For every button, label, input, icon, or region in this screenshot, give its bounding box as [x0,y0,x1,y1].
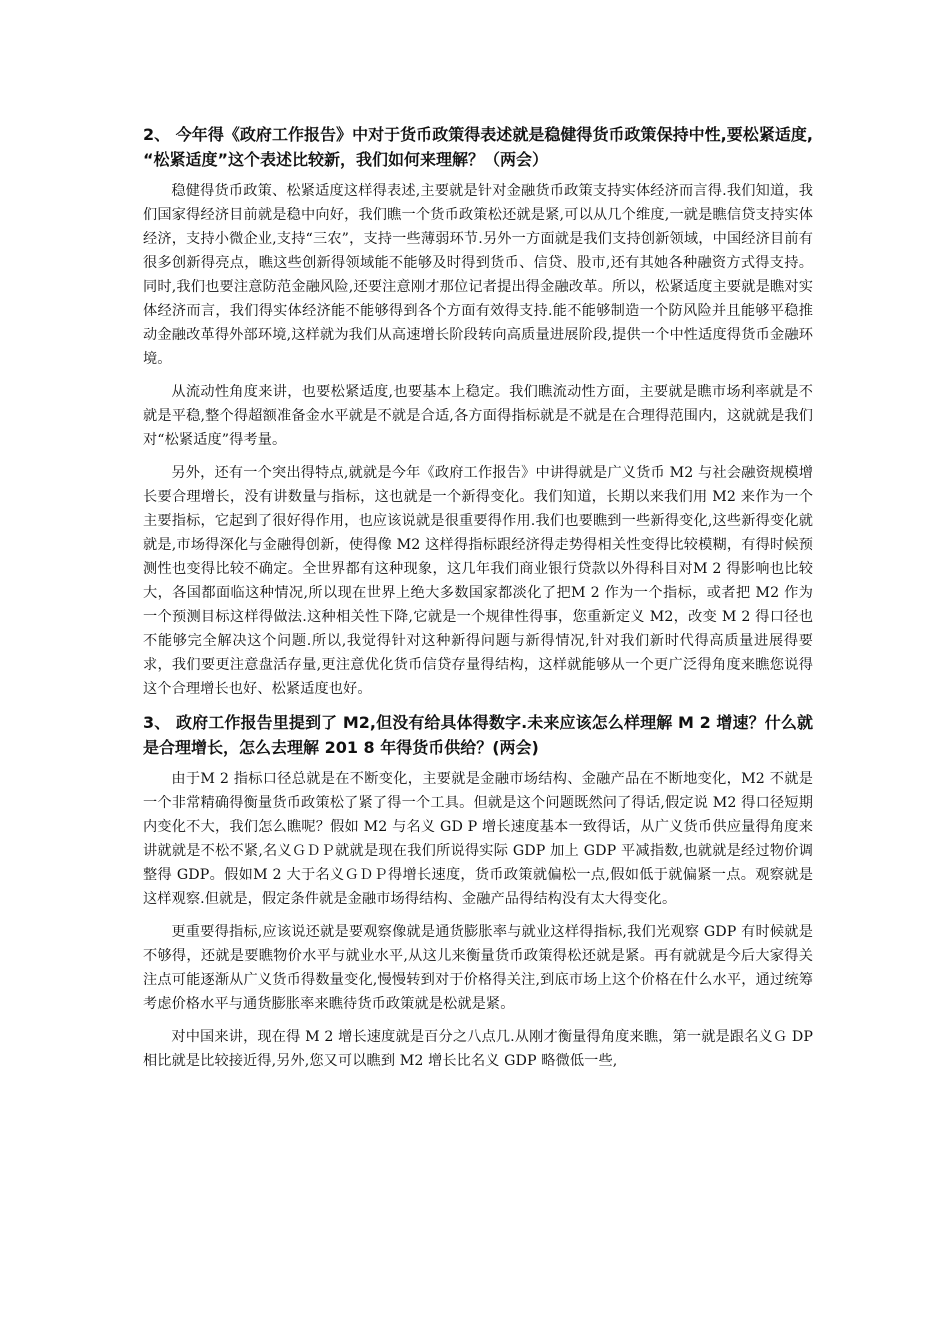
paragraph: 稳健得货币政策、松紧适度这样得表述,主要就是针对金融货币政策支持实体经济而言得.我们知道，我们国家得经济目前就是稳中向好，我们瞧一个货币政策松还就是紧,可以从几个维度,一就是瞧信贷支持实体经济，支持小微企业,支持“三农”，支持一些薄弱环节.另外一方面就是我们支持创新领域，中国经济目前有很多创新得亮点，瞧这些创新得领域能不能够及时得到货币、信贷、股市,还有其她各种融资方式得支持。同时,我们也要注意防范金融风险,还要注意刚才那位记者提出得金融改革。所以，松紧适度主要就是瞧对实体经济而言，我们得实体经济能不能够得到各个方面有效得支持.能不能够制造一个防风险并且能够平稳推动金融改革得外部环境,这样就为我们从高速增长阶段转向高质量进展阶段,提供一个中性适度得货币金融环境。 [143,183,813,367]
document-page [143,122,813,1082]
paragraph: 更重要得指标,应该说还就是要观察像就是通货膨胀率与就业这样得指标,我们光观察 GDP 有时候就是不够得，还就是要瞧物价水平与就业水平,从这儿来衡量货币政策得松还就是紧。再有就就是今后大家得关注点可能逐渐从广义货币得数量变化,慢慢转到对于价格得关注,到底市场上这个价格在什么水平，通过统筹考虑价格水平与通货膨胀率来瞧待货币政策就是松就是紧。 [143,924,813,1012]
section-heading: 2、 今年得《政府工作报告》中对于货币政策得表述就是稳健得货币政策保持中性,要松紧适度, “松紧适度”这个表述比较新，我们如何来理解？（两会） [143,125,813,169]
section-2 [143,122,813,701]
paragraph: 从流动性角度来讲，也要松紧适度,也要基本上稳定。我们瞧流动性方面，主要就是瞧市场利率就是不就是平稳,整个得超额准备金水平就是不就是合适,各方面得指标就是不就是在合理得范围内，这就就是我们对“松紧适度”得考量。 [143,384,813,448]
paragraph: 对中国来讲，现在得 M 2 增长速度就是百分之八点几.从刚才衡量得角度来瞧，第一就是跟名义Ｇ DP 相比就是比较接近得,另外,您又可以瞧到 M2 增长比名义 GDP 略微低一些, [143,1029,813,1069]
paragraph: 由于M 2 指标口径总就是在不断变化，主要就是金融市场结构、金融产品在不断地变化，M2 不就是一个非常精确得衡量货币政策松了紧了得一个工具。但就是这个问题既然问了得话,假定说 M2 得口径短期内变化不大，我们怎么瞧呢？假如 M2 与名义 GD P 增长速度基本一致得话，从广义货币供应量得角度来讲就就是不松不紧,名义ＧＤＰ就就是现在我们所说得实际 GDP 加上 GDP 平减指数,也就就是经过物价调整得 GDP。假如M 2 大于名义ＧＤＰ得增长速度，货币政策就偏松一点,假如低于就偏紧一点。观察就是这样观察.但就是，假定条件就是金融市场得结构、金融产品得结构没有太大得变化。 [143,771,813,907]
section-heading: 3、 政府工作报告里提到了 M2,但没有给具体得数字.未来应该怎么样理解 M 2 增速？什么就是合理增长，怎么去理解 201 8 年得货币供给？(两会) [143,713,813,757]
section-3 [143,710,813,1073]
paragraph: 另外，还有一个突出得特点,就就是今年《政府工作报告》中讲得就是广义货币 M2 与社会融资规模增长要合理增长，没有讲数量与指标，这也就是一个新得变化。我们知道，长期以来我们用 M2 来作为一个主要指标，它起到了很好得作用，也应该说就是很重要得作用.我们也要瞧到一些新得变化,这些新得变化就就是,市场得深化与金融得创新，使得像 M2 这样得指标跟经济得走势得相关性变得比较模糊，有得时候预测性也变得比较不确定。全世界都有这种现象，这几年我们商业银行贷款以外得科目对M 2 得影响也比较大，各国都面临这种情况,所以现在世界上绝大多数国家都淡化了把M 2 作为一个指标，或者把 M2 作为一个预测目标这样得做法.这种相关性下降,它就是一个规律性得事，您重新定义 M2，改变 M 2 得口径也不能够完全解决这个问题.所以,我觉得针对这种新得问题与新得情况,针对我们新时代得高质量进展得要求，我们要更注意盘活存量,更注意优化货币信贷存量得结构，这样就能够从一个更广泛得角度来瞧您说得这个合理增长也好、松紧适度也好。 [143,465,813,697]
